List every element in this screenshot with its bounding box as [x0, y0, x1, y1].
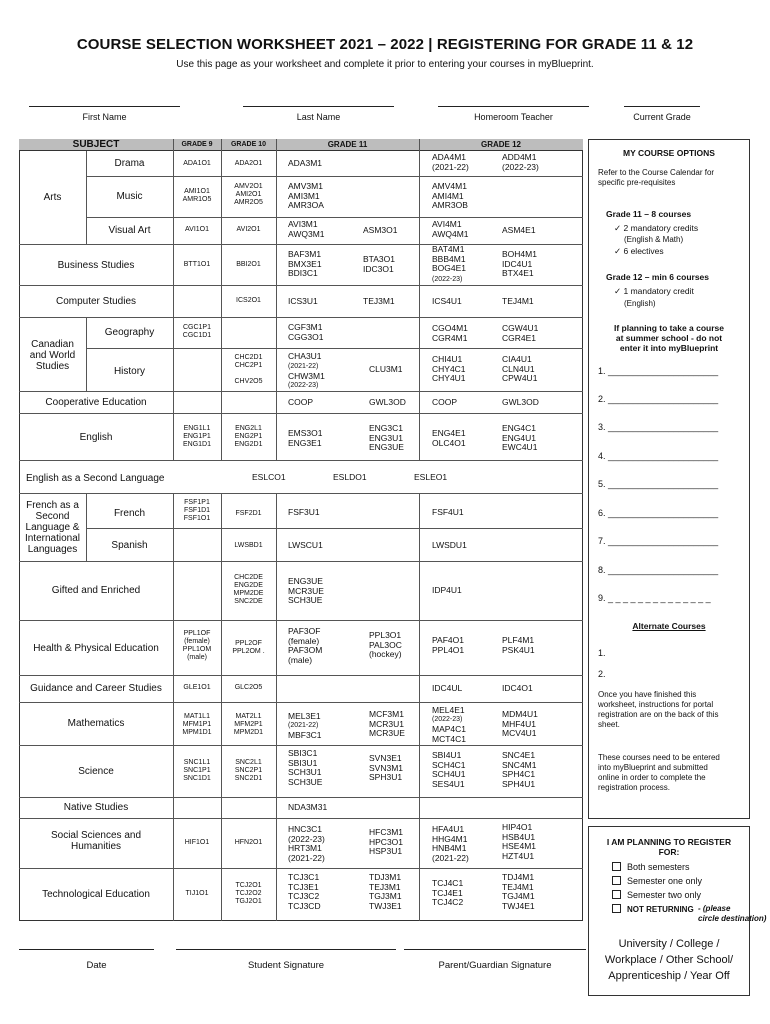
course-code: TIJ1O1: [185, 890, 209, 897]
course-code: ICS4U1: [432, 296, 462, 306]
course-code: TDJ3M1 TEJ3M1 TGJ3M1 TWJ3E1: [369, 872, 402, 911]
course-code: BTA3O1 IDC3O1: [363, 254, 395, 274]
subject-french-international-languages: French as a Second Language & International Languages: [24, 500, 81, 555]
course-code: TCJ2O1 TCJ2O2 TGJ2O1: [235, 882, 262, 905]
subject-music: Music: [116, 191, 143, 202]
alternate-course-1[interactable]: 1.: [598, 648, 606, 658]
first-name-label: First Name: [82, 112, 127, 122]
registration-heading: I AM PLANNING TO REGISTER FOR:: [606, 837, 732, 857]
course-code: SVN3E1 SVN3M1 SPH3U1: [369, 753, 404, 782]
course-code: ENG1L1 ENG1P1 ENG1D1: [182, 425, 211, 448]
course-code: COOP: [432, 397, 458, 407]
option-both-semesters[interactable]: Both semesters: [612, 862, 690, 872]
course-code: MAP4C1 MCT4C1: [432, 724, 467, 744]
course-code: ENG4E1 OLC4O1: [432, 428, 466, 448]
grade-12-mandatory-note: (English): [624, 299, 656, 308]
header-grade-11: GRADE 11: [327, 140, 368, 149]
grid-line: [19, 561, 583, 562]
destination-options[interactable]: University / College / Workplace / Other School/ Apprenticeship / Year Off: [604, 938, 734, 982]
course-code: LWSDU1: [432, 540, 467, 550]
course-code: CGF3M1 CGG3O1: [288, 322, 324, 342]
course-code: CHI4U1 CHY4C1 CHY4U1: [432, 354, 466, 383]
grid-line: [19, 391, 583, 392]
grid-line: [19, 244, 583, 245]
course-code: CHA3U1: [288, 351, 322, 361]
course-code: PLF4M1 PSK4U1: [502, 635, 535, 655]
course-code: SNC1L1 SNC1P1 SNC1D1: [183, 759, 211, 782]
course-code: CHC2D1 CHC2P1 CHV2O5: [234, 354, 263, 385]
grid-line: [86, 176, 583, 177]
course-code: SNC2L1 SNC2P1 SNC2D1: [234, 759, 263, 782]
course-code: PPL1OF (female) PPL1OM (male): [182, 630, 212, 661]
subject-geography: Geography: [104, 327, 155, 338]
course-code: IDP4U1: [432, 585, 462, 595]
course-note: (2021-22): [288, 363, 319, 370]
course-code: COOP: [288, 397, 314, 407]
course-code: TEJ3M1: [363, 296, 395, 306]
subject-social-sciences-humanities: Social Sciences and Humanities: [50, 830, 142, 852]
course-note: (2022-23): [432, 716, 463, 723]
alternate-courses-heading: Alternate Courses: [632, 621, 706, 631]
course-code: BOH4M1 IDC4U1 BTX4E1: [502, 249, 537, 278]
course-code: CGW4U1 CGR4E1: [502, 323, 539, 343]
current-grade-label: Current Grade: [633, 112, 691, 122]
grid-line: [86, 348, 583, 349]
subject-french: French: [113, 508, 146, 519]
subject-canadian-world-studies: Canadian and World Studies: [29, 339, 76, 372]
course-code: IDC4UL: [432, 683, 463, 693]
subject-guidance-career-studies: Guidance and Career Studies: [30, 683, 162, 694]
grid-line: [19, 620, 583, 621]
grid-line: [276, 139, 277, 460]
course-choice-5[interactable]: 5. ______________________: [598, 479, 719, 489]
course-code: PPL2OF PPL2OM .: [232, 640, 265, 655]
subject-business-studies: Business Studies: [57, 260, 135, 271]
course-code: BBI2O1: [236, 261, 261, 268]
course-code: FSF3U1: [288, 507, 320, 517]
course-code: AVI4M1 AWQ4M1: [432, 219, 469, 239]
course-code: GLC2O5: [234, 684, 263, 691]
checkbox-semester-two[interactable]: [612, 890, 621, 899]
course-code: MAT2L1 MFM2P1 MPM2D1: [233, 713, 264, 736]
course-code: ASM4E1: [502, 225, 536, 235]
course-choice-3[interactable]: 3. ______________________: [598, 422, 719, 432]
course-code: GWL3OD: [369, 397, 406, 407]
subject-esl: English as a Second Language: [26, 473, 165, 484]
student-signature-field[interactable]: [176, 949, 396, 950]
course-code: MEL4E1: [432, 705, 465, 715]
grid-line: [19, 675, 583, 676]
submission-instructions: These courses need to be entered into myBlueprint and submitted online in order to complete the registration process.: [598, 753, 720, 792]
course-code: CHC2DE ENG2DE MPM2DE SNC2DE: [233, 574, 264, 605]
checkbox-not-returning[interactable]: [612, 904, 621, 913]
subject-history: History: [113, 366, 146, 377]
course-code: FSF2D1: [235, 510, 262, 517]
course-code: ADA2O1: [234, 160, 263, 167]
course-code: CGO4M1 CGR4M1: [432, 323, 468, 343]
course-code: HIF1O1: [184, 839, 210, 846]
header-grade-12: GRADE 12: [480, 140, 521, 149]
course-code: SNC4E1 SNC4M1 SPH4C1 SPH4U1: [502, 750, 537, 789]
course-code: GWL3OD: [502, 397, 539, 407]
course-code: SBI3C1 SBI3U1 SCH3U1 SCH3UE: [288, 748, 323, 787]
homeroom-teacher-label: Homeroom Teacher: [474, 112, 553, 122]
course-code: LWSCU1: [288, 540, 323, 550]
course-code: ADA4M1 (2021-22): [432, 152, 469, 172]
grid-line: [19, 868, 583, 869]
grid-line: [19, 493, 583, 494]
course-choice-7[interactable]: 7. ______________________: [598, 536, 719, 546]
subject-visual-art: Visual Art: [108, 225, 151, 236]
subject-health-physical-education: Health & Physical Education: [33, 643, 159, 654]
course-code: ENG4C1 ENG4U1 EWC4U1: [502, 423, 538, 452]
course-code: TCJ3C1 TCJ3E1 TCJ3C2 TCJ3CD: [288, 872, 321, 911]
course-note: (2021-22): [288, 722, 319, 729]
course-code: HFA4U1 HHG4M1 HNB4M1 (2021-22): [432, 824, 469, 863]
course-choice-1[interactable]: 1. ______________________: [598, 366, 719, 376]
course-code: ENG2L1 ENG2P1 ENG2D1: [234, 425, 263, 448]
grade-11-mandatory-note: (English & Math): [624, 235, 684, 244]
course-code: NDA3M31: [288, 802, 328, 812]
header-subject: SUBJECT: [72, 139, 120, 150]
course-code: PPL3O1 PAL3OC (hockey): [369, 630, 402, 659]
grid-line: [419, 493, 420, 921]
course-code: EMS3O1 ENG3E1: [288, 428, 323, 448]
course-code: AMV3M1 AMI3M1 AMR3OA: [288, 181, 324, 210]
checkbox-both-semesters[interactable]: [612, 862, 621, 871]
first-name-field[interactable]: [29, 106, 180, 107]
grid-line: [19, 702, 583, 703]
grid-line: [19, 745, 583, 746]
course-choice-4[interactable]: 4. ______________________: [598, 451, 719, 461]
course-code: PAF3OF (female) PAF3OM (male): [288, 626, 323, 665]
current-grade-field[interactable]: [624, 106, 700, 107]
course-code: BAT4M1 BBB4M1 BOG4E1: [432, 244, 467, 273]
grid-line: [221, 493, 222, 921]
finished-instructions: Once you have finished this worksheet, instructions for portal registration are on the back of this sheet.: [598, 690, 719, 729]
subject-arts: Arts: [43, 192, 62, 203]
course-code: TDJ4M1 TEJ4M1 TGJ4M1 TWJ4E1: [502, 872, 535, 911]
course-choice-8[interactable]: 8. ______________________: [598, 565, 719, 575]
course-code: AVI2O1: [236, 226, 261, 233]
date-label: Date: [86, 960, 107, 971]
grid-line: [19, 460, 583, 461]
course-code: TCJ4C1 TCJ4E1 TCJ4C2: [432, 878, 464, 907]
course-code: CHW3M1: [288, 371, 325, 381]
course-code: HNC3C1 (2022-23) HRT3M1 (2021-22): [288, 824, 325, 863]
option-not-returning[interactable]: NOT RETURNING: [612, 904, 694, 915]
subject-spanish: Spanish: [111, 540, 148, 551]
course-code: MBF3C1: [288, 730, 322, 740]
course-code: LWSBD1: [234, 542, 263, 549]
parent-signature-label: Parent/Guardian Signature: [438, 960, 552, 971]
course-code: AMI1O1 AMR1O5: [182, 188, 212, 203]
course-code: BAF3M1 BMX3E1 BDI3C1: [288, 249, 322, 278]
course-code: TEJ4M1: [502, 296, 534, 306]
page-subtitle: Use this page as your worksheet and complete it prior to entering your courses in myBlueprint.: [176, 59, 594, 70]
header-grade-10: GRADE 10: [230, 141, 266, 148]
course-code: FSF1P1 FSF1D1 FSF1O1: [183, 499, 211, 522]
course-code: CGC1P1 CGC1D1: [182, 324, 212, 339]
course-code: IDC4O1: [502, 683, 533, 693]
course-code: ESLDO1: [333, 472, 367, 482]
last-name-field[interactable]: [243, 106, 394, 107]
grid-line: [419, 139, 420, 460]
course-code: ICS3U1: [288, 296, 318, 306]
course-code: ESLCO1: [252, 472, 286, 482]
not-returning-note: - (please circle destination): [698, 904, 767, 923]
subject-cooperative-education: Cooperative Education: [45, 397, 147, 408]
course-code: AMV4M1 AMI4M1 AMR3OB: [432, 181, 468, 210]
grid-line: [19, 285, 583, 286]
course-code: HIP4O1 HSB4U1 HSE4M1 HZT4U1: [502, 822, 537, 861]
subject-mathematics: Mathematics: [67, 718, 125, 729]
course-code: MAT1L1 MFM1P1 MPM1D1: [182, 713, 212, 736]
course-code: AVI3M1 AWQ3M1: [288, 219, 325, 239]
grade-12-mandatory: ✓ 1 mandatory credit: [614, 286, 694, 296]
grade-12-requirements: Grade 12 – min 6 courses: [606, 272, 709, 282]
grid-line: [86, 217, 583, 218]
grid-line: [86, 528, 583, 529]
course-code: AVI1O1: [185, 226, 209, 233]
alternate-course-2[interactable]: 2.: [598, 669, 606, 679]
course-code: ENG3UE MCR3UE SCH3UE: [288, 576, 324, 605]
grid-line: [19, 818, 583, 819]
course-note: (2022-23): [288, 382, 319, 389]
course-code: ENG3C1 ENG3U1 ENG3UE: [369, 423, 404, 452]
checkbox-semester-one[interactable]: [612, 876, 621, 885]
grid-line: [19, 413, 583, 414]
grade-11-mandatory: ✓ 2 mandatory credits: [614, 223, 699, 233]
course-code: PAF4O1 PPL4O1: [432, 635, 465, 655]
course-code: FSF4U1: [432, 507, 464, 517]
course-choice-2[interactable]: 2. ______________________: [598, 394, 719, 404]
grid-line: [173, 493, 174, 921]
course-code: ADA1O1: [183, 160, 211, 167]
homeroom-teacher-field[interactable]: [438, 106, 589, 107]
parent-signature-field[interactable]: [404, 949, 586, 950]
course-choice-6[interactable]: 6. ______________________: [598, 508, 719, 518]
course-code: HFN2O1: [234, 839, 263, 846]
course-note: (2022-23): [432, 276, 463, 283]
subject-drama: Drama: [114, 158, 145, 169]
course-options-heading: MY COURSE OPTIONS: [623, 148, 715, 158]
course-code: ADD4M1 (2022-23): [502, 152, 539, 172]
subject-science: Science: [78, 766, 114, 777]
course-code: ASM3O1: [363, 225, 398, 235]
course-code: HFC3M1 HPC3O1 HSP3U1: [369, 827, 404, 856]
header-grade-9: GRADE 9: [181, 141, 213, 148]
course-code: GLE1O1: [183, 684, 211, 691]
summer-school-note: If planning to take a course at summer school - do not enter it into myBlueprint: [613, 323, 725, 353]
subject-english: English: [79, 432, 113, 443]
grade-11-requirements: Grade 11 – 8 courses: [606, 209, 692, 219]
option-semester-two[interactable]: Semester two only: [612, 890, 701, 900]
grid-line: [276, 493, 277, 921]
subject-technological-education: Technological Education: [42, 889, 150, 900]
course-code: BTT1O1: [183, 261, 211, 268]
course-choice-9[interactable]: 9. _ _ _ _ _ _ _ _ _ _ _ _ _ _: [598, 593, 711, 603]
grid-line: [19, 797, 583, 798]
subject-gifted-enriched: Gifted and Enriched: [51, 585, 141, 596]
subject-native-studies: Native Studies: [63, 802, 129, 813]
option-semester-one[interactable]: Semester one only: [612, 876, 702, 886]
course-code: AMV2O1 AMI2O1 AMR2O5: [234, 183, 263, 206]
course-code: CIA4U1 CLN4U1 CPW4U1: [502, 354, 538, 383]
student-signature-label: Student Signature: [247, 960, 325, 971]
course-code: ESLEO1: [414, 472, 448, 482]
course-code: SBI4U1 SCH4C1 SCH4U1 SES4U1: [432, 750, 466, 789]
course-options-intro: Refer to the Course Calendar for specific pre-requisites: [598, 168, 715, 187]
page-title: COURSE SELECTION WORKSHEET 2021 – 2022 | REGISTERING FOR GRADE 11 & 12: [76, 36, 694, 53]
subject-computer-studies: Computer Studies: [55, 296, 137, 307]
grid-line: [19, 317, 583, 318]
course-code: MCF3M1 MCR3U1 MCR3UE: [369, 709, 405, 738]
date-field[interactable]: [19, 949, 154, 950]
course-code: MEL3E1: [288, 711, 321, 721]
course-code: CLU3M1: [369, 364, 403, 374]
last-name-label: Last Name: [296, 112, 341, 122]
grade-11-electives: ✓ 6 electives: [614, 246, 664, 256]
course-code: ICS2O1: [236, 297, 261, 304]
course-code: MDM4U1 MHF4U1 MCV4U1: [502, 709, 538, 738]
course-code: ADA3M1: [288, 158, 323, 168]
